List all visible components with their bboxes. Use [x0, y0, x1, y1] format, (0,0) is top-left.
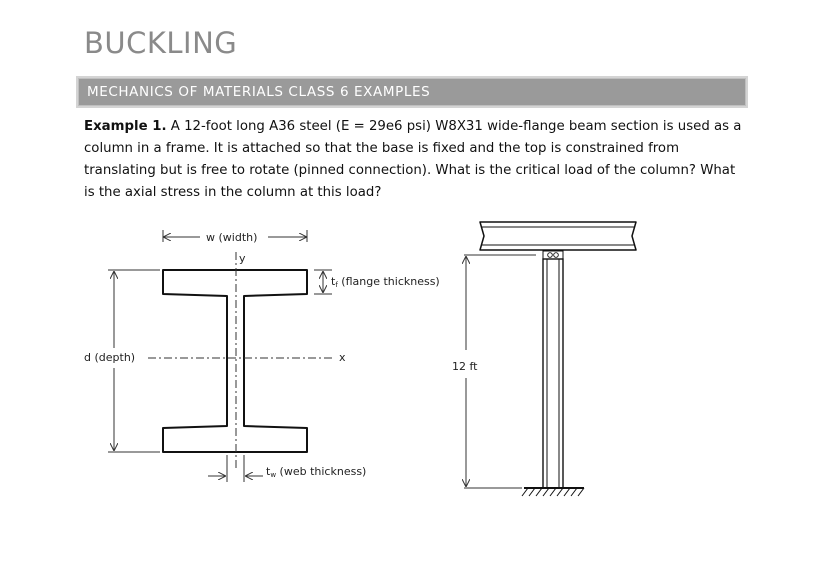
y-axis-label: y	[239, 252, 246, 265]
web-thickness-label	[266, 465, 366, 479]
top-beam	[480, 222, 636, 250]
column-length-label: 12 ft	[452, 360, 478, 373]
web-sub: w	[270, 471, 277, 479]
flange-thickness-label	[331, 275, 440, 289]
column-diagram	[452, 222, 636, 496]
flange-sub: f	[335, 281, 338, 289]
page-title: BUCKLING	[84, 26, 238, 60]
example-text: A 12-foot long A36 steel (E = 29e6 psi) W8X31 wide-flange beam section is used as a column in a frame. It is attached so that the base is fixed and the top is constrained from translating but is free to rotate (pinned connection). What is the critical load of the column? What is the axial stress in the column at this load?	[84, 119, 742, 200]
column-member	[543, 259, 563, 488]
flange-t: t	[331, 275, 336, 288]
x-axis-label: x	[339, 351, 346, 364]
ibeam-section-diagram	[84, 230, 440, 482]
flange-desc: (flange thickness)	[337, 275, 440, 288]
pin-connection	[543, 251, 563, 259]
ground-hatch	[522, 488, 584, 496]
depth-label: d (depth)	[84, 351, 136, 364]
example-label: Example 1.	[84, 119, 167, 134]
web-desc: (web thickness)	[276, 465, 367, 478]
ibeam-outline	[163, 270, 307, 452]
banner-title: MECHANICS OF MATERIALS CLASS 6 EXAMPLES	[87, 84, 431, 100]
width-label: w (width)	[206, 231, 258, 244]
web-t: t	[266, 465, 271, 478]
